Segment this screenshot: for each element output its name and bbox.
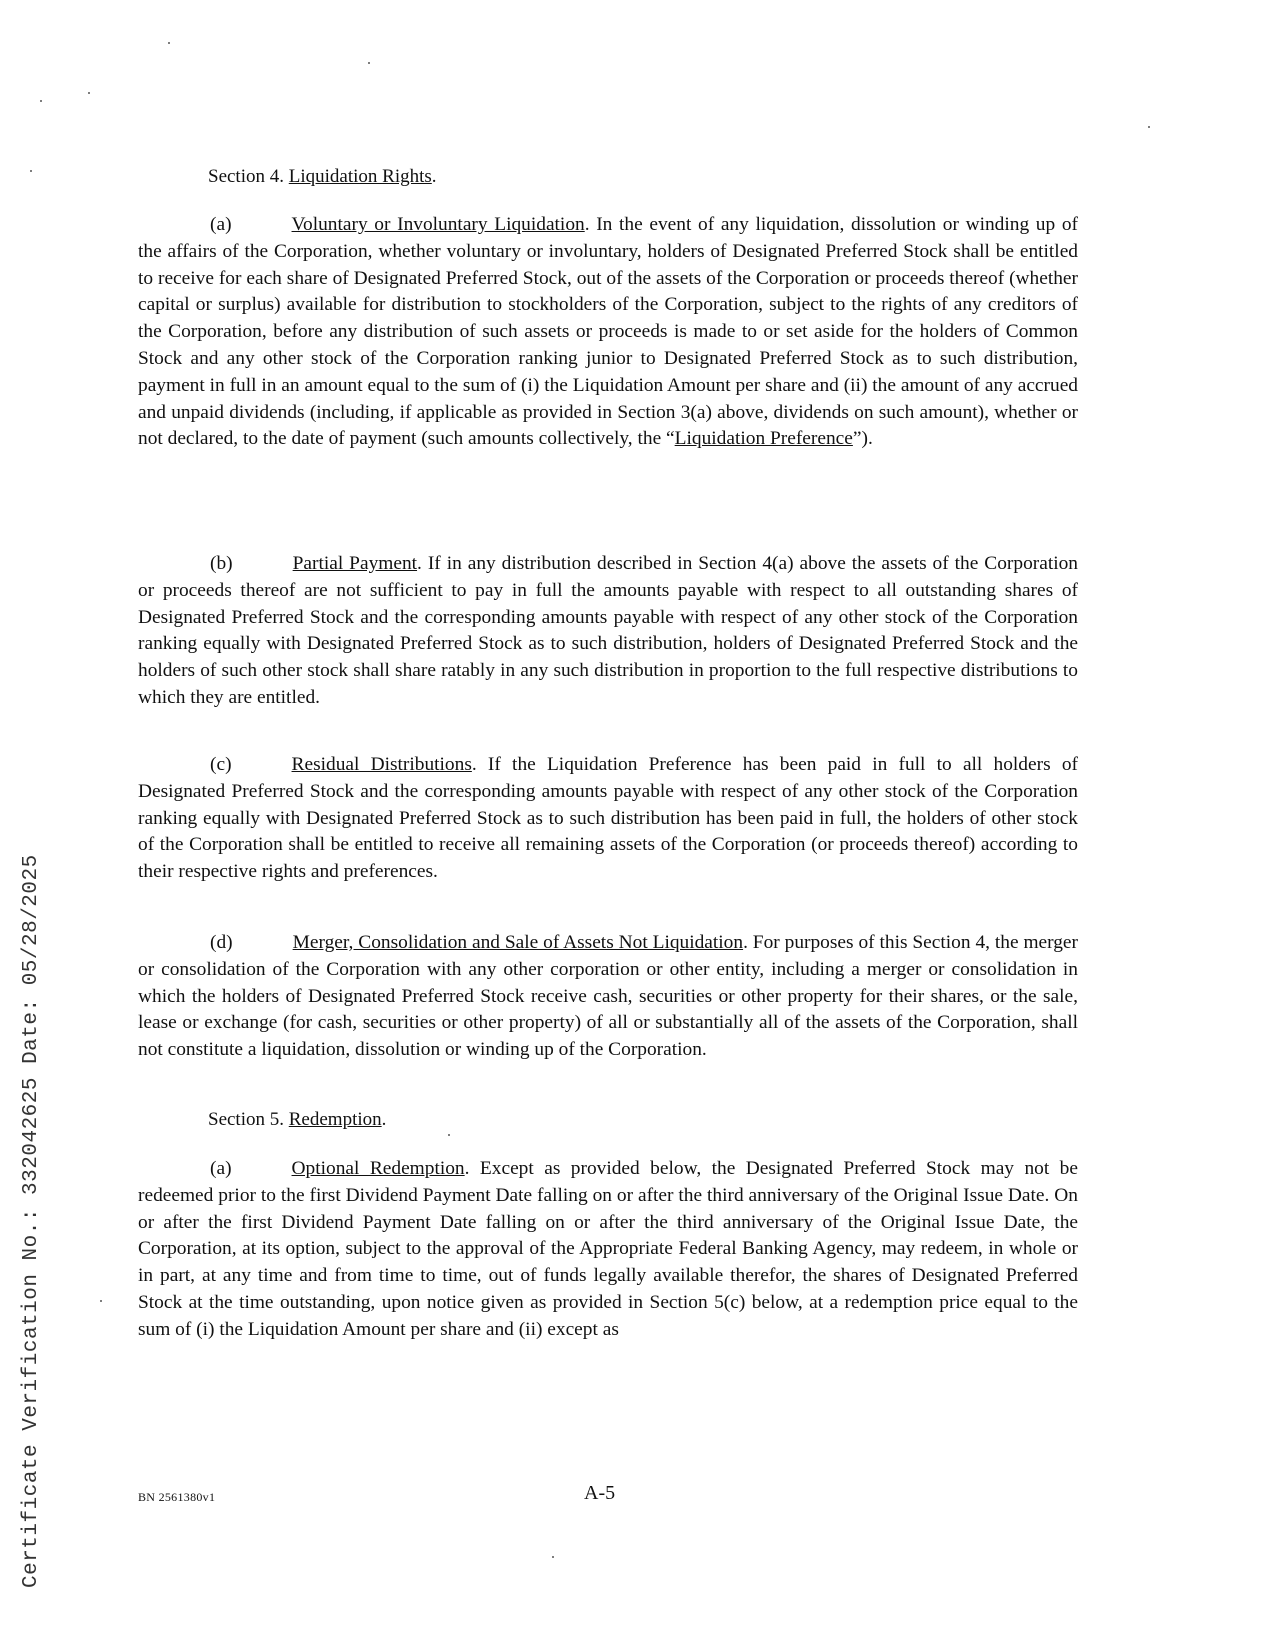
paragraph-4d [138,930,1078,1064]
paragraph-text-end: ”). [852,428,873,450]
section-4-title: Liquidation Rights [288,166,432,187]
scan-speck [448,1134,450,1136]
paragraph-label: (d) [210,932,233,953]
scan-speck [30,170,32,172]
scan-speck [1148,126,1150,128]
paragraph-label: (a) [210,1158,232,1179]
paragraph-label: (a) [210,214,232,235]
section-4-prefix: Section 4. [208,166,289,187]
scan-speck [552,1556,554,1558]
scan-speck [88,92,90,94]
section-5-heading [208,1107,386,1133]
paragraph-4b [138,551,1078,712]
section-5-suffix: . [381,1109,387,1130]
paragraph-4a [138,212,1078,453]
section-5-title: Redemption [288,1109,382,1130]
section-4-heading [208,164,437,190]
section-5-prefix: Section 5. [208,1109,289,1130]
paragraph-text: . Except as provided below, the Designated Preferred Stock may not be redeemed prior to the first Dividend Payment Date falling on or after the third anniversary of the Original Issue Date. On or after the first Dividend Payment Date falling on or after the third anniversary of the Original Issue Date, the Corporation, at its option, subject to the approval of the Appropriate Federal Banking Agency, may redeem, in whole or in part, at any time and from time to time, out of funds legally available therefor, the shares of Designated Preferred Stock at the time outstanding, upon notice given as provided in Section 5(c) below, at a redemption price equal to the sum of (i) the Liquidation Amount per share and (ii) except as [138,1158,1078,1340]
paragraph-text: . For purposes of this Section 4, the merger or consolidation of the Corporation with any other corporation or other entity, including a merger or consolidation in which the holders of Designated Preferred Stock receive cash, securities or other property for their shares, or the sale, lease or exchange (for cash, securities or other property) of all or substantially all of the assets of the Corporation, shall not constitute a liquidation, dissolution or winding up of the Corporation. [138,932,1078,1061]
paragraph-text: . If the Liquidation Preference has been paid in full to all holders of Designated Preferred Stock and the corresponding amounts payable with respect of any other stock of the Corporation ranking equally with Designated Preferred Stock as to such distribution has been paid in full, the holders of other stock of the Corporation shall be entitled to receive all remaining assets of the Corporation (or proceeds thereof) according to their respective rights and preferences. [138,754,1078,883]
scan-speck [168,42,170,44]
section-4-suffix: . [431,166,437,187]
scan-speck [40,100,42,102]
paragraph-title: Partial Payment [292,553,418,574]
paragraph-5a [138,1156,1078,1344]
paragraph-text: . If in any distribution described in Section 4(a) above the assets of the Corporation or proceeds thereof are not sufficient to pay in full the amounts payable with respect to all outstanding shares of Designated Preferred Stock and the corresponding amounts payable with respect of any other stock of the Corporation ranking equally with Designated Preferred Stock as to such distribution, holders of Designated Preferred Stock and the holders of such other stock shall share ratably in any such distribution in proportion to the full respective distributions to which they are entitled. [138,553,1078,708]
defined-term: Liquidation Preference [674,428,853,450]
paragraph-title: Residual Distributions [291,754,472,775]
page-number: A-5 [584,1482,616,1504]
paragraph-label: (b) [210,553,233,574]
paragraph-4c [138,752,1078,886]
paragraph-title: Voluntary or Involuntary Liquidation [291,214,585,235]
document-id: BN 2561380v1 [138,1490,216,1504]
paragraph-label: (c) [210,754,232,775]
scan-speck [368,62,370,64]
paragraph-title: Merger, Consolidation and Sale of Assets Not Liquidation [292,932,744,953]
scan-speck [100,1300,102,1302]
paragraph-text: . In the event of any liquidation, dissolution or winding up of the affairs of the Corporation, whether voluntary or involuntary, holders of Designated Preferred Stock shall be entitled to receive for each share of Designated Preferred Stock, out of the assets of the Corporation or proceeds thereof (whether capital or surplus) available for distribution to stockholders of the Corporation, subject to the rights of any creditors of the Corporation, before any distribution of such assets or proceeds is made to or set aside for the holders of Common Stock and any other stock of the Corporation ranking junior to Designated Preferred Stock as to such distribution, payment in full in an amount equal to the sum of (i) the Liquidation Amount per share and (ii) the amount of any accrued and unpaid dividends (including, if applicable as provided in Section 3(a) above, dividends on such amount), whether or not declared, to the date of payment (such amounts collectively, the “ [138,214,1078,450]
paragraph-title: Optional Redemption [291,1158,465,1179]
certificate-verification-stamp: Certificate Verification No.: 332042625 Date: 05/28/2025 [20,854,43,1588]
